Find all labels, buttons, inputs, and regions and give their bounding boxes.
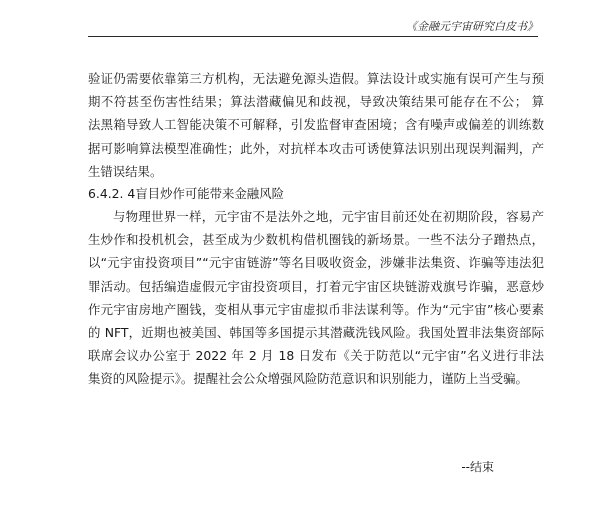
text-line: 与物理世界一样，元宇宙不是法外之地，元宇宙目前还处在初期阶段，容易产 — [113, 209, 544, 224]
text-line: 期不符甚至伤害性结果；算法潜藏偏见和歧视，导致决策结果可能存在不公； 算 — [88, 94, 544, 110]
text-line: 联席会议办公室于 2022 年 2 月 18 日发布《关于防范以“元宇宙”名义进行非法 — [88, 348, 544, 364]
text-line: 以“元宇宙投资项目”“元宇宙链游”等名目吸收资金，涉嫌非法集资、诈骗等违法犯 — [88, 255, 544, 271]
text-line: 法黑箱导致人工智能决策不可解释，引发监督审查困境；含有噪声或偏差的训练数 — [88, 117, 544, 133]
text-line: 罪活动。包括编造虚假元宇宙投资项目，打着元宇宙区块链游戏旗号诈骗，恶意炒 — [88, 278, 544, 294]
text-line: 生错误结果。 — [88, 163, 163, 179]
text-line: 集资的风险提示》。提醒社会公众增强风险防范意识和识别能力，谨防上当受骗。 — [88, 371, 528, 387]
paragraph-speculation-risks — [88, 205, 544, 391]
text-line: 的 NFT，近期也被美国、韩国等多国提示其潜藏洗钱风险。我国处置非法集资部际 — [88, 324, 544, 340]
paragraph-algorithm-risks — [88, 67, 544, 183]
end-mark: --结束 — [461, 460, 494, 474]
text-line: 生炒作和投机机会，甚至成为少数机构借机圈钱的新场景。一些不法分子蹭热点， — [88, 232, 544, 248]
running-header-title: 《金融元宇宙研究白皮书》 — [406, 20, 538, 33]
section-heading: 6.4.2. 4盲目炒作可能带来金融风险 — [88, 186, 284, 201]
text-line: 验证仍需要依靠第三方机构，无法避免源头造假。算法设计或实施有误可产生与预 — [88, 71, 544, 86]
header-rule — [88, 36, 538, 37]
text-line: 作元宇宙房地产圈钱，变相从事元宇宙虚拟币非法谋利等。作为“元宇宙”核心要素 — [88, 301, 544, 317]
text-line: 据可影响算法模型准确性；此外，对抗样本攻击可诱使算法识别出现误判漏判，产 — [88, 140, 544, 156]
